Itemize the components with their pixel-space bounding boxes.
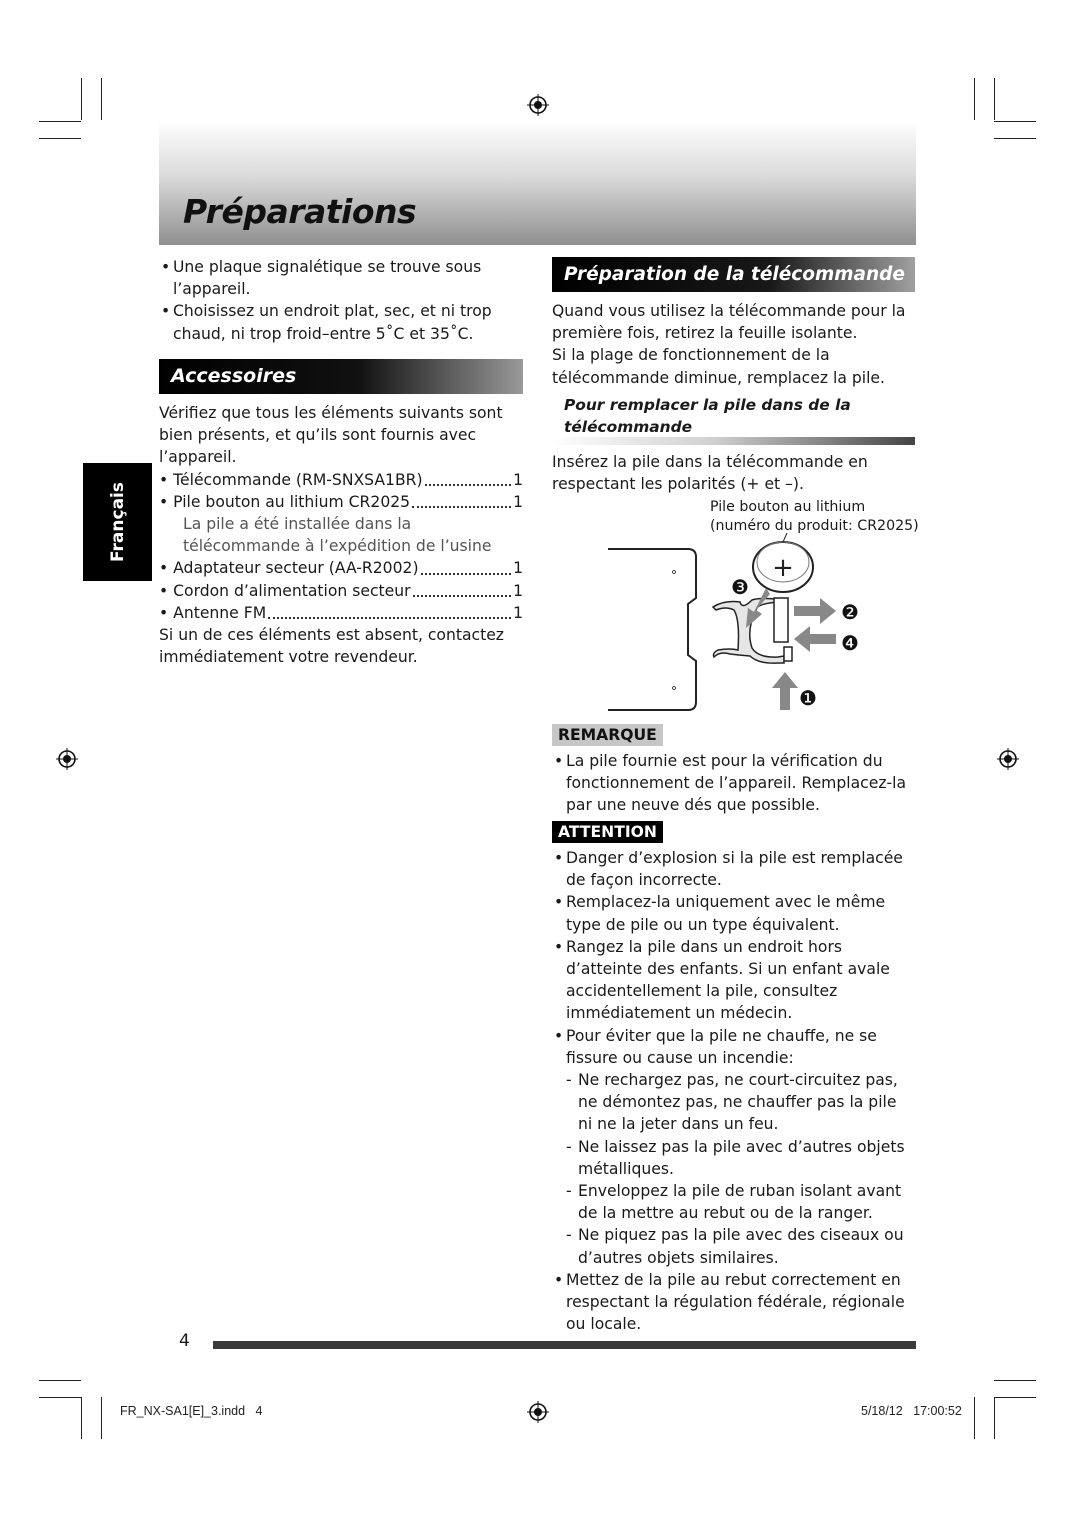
attention-label: ATTENTION [552,821,663,843]
file-slug: FR_NX-SA1[E]_3.indd 4 [120,1404,263,1418]
subheading-rule [552,437,915,445]
step2-marker: ❷ [841,600,859,624]
accessory-item [159,557,523,579]
crop-mark [81,1397,82,1439]
crop-mark [101,1397,102,1439]
caption-line: Pile bouton au lithium [710,499,866,515]
registration-mark-icon [997,748,1019,770]
crop-mark [39,1380,81,1381]
crop-mark [994,1397,1036,1398]
date-slug: 5/18/12 17:00:52 [861,1404,962,1418]
accessory-label: • Télécommande (RM-SNXSA1BR) [159,470,423,489]
crop-mark [101,78,102,120]
leader-dots [425,484,512,486]
accessories-outro: Si un de ces éléments est absent, contactez immédiatement votre revendeur. [159,626,504,667]
accessory-label: • Antenne FM [159,603,267,622]
battery-replace-subheading: Pour remplacer la pile dans de la télécommande [564,396,851,436]
arrow-step2-icon [794,598,836,624]
page-number: 4 [179,1331,190,1351]
accessory-qty: 1 [513,603,523,622]
registration-mark-icon [56,748,78,770]
crop-mark [994,138,1036,139]
leader-dots [421,573,512,575]
attention-dash-list [554,1069,915,1269]
accessory-item [159,491,523,513]
remote-intro: Quand vous utilisez la télécommande pour la première fois, retirez la feuille isolante. Si la plage de fonctionnement de la télécommande diminue, remplacez la pile. [552,302,906,387]
accessory-item [159,469,523,491]
leader-dots [268,617,511,619]
language-side-tab-label: Français [107,482,128,562]
step4-marker: ❹ [841,631,859,655]
accessory-label: • Pile bouton au lithium CR2025 [159,492,411,511]
list-item: • Remplacez-la uniquement avec le même type de pile ou un type équivalent. [554,891,915,935]
list-item: • Mettez de la pile au rebut correctement en respectant la régulation fédérale, régionale ou locale. [554,1269,915,1336]
registration-mark-icon [527,94,549,116]
footer-rule [213,1341,916,1349]
accessories-section [159,402,523,668]
step3-marker: ❸ [731,575,749,599]
registration-mark-icon [527,1401,549,1423]
accessories-intro: Vérifiez que tous les éléments suivants sont bien présents, et qu’ils sont fournis avec l’appareil. [159,404,503,467]
remarque-label: REMARQUE [552,724,663,746]
crop-mark [81,78,82,120]
leader-dots [413,595,512,597]
list-item: • La pile fournie est pour la vérification du fonctionnement de l’appareil. Remplacez-la par une neuve dés que possible. [554,750,915,817]
attention-bullets-after [554,1269,915,1336]
language-side-tab [83,463,152,581]
attention-section [554,847,915,1335]
accessory-qty: 1 [513,470,523,489]
list-item: - Ne laissez pas la pile avec d’autres objets métalliques. [566,1136,915,1180]
remote-heading: Préparation de la télécommande [552,257,915,292]
accessory-item [159,602,523,624]
list-item: • Choisissez un endroit plat, sec, et ni trop chaud, ni trop froid–entre 5˚C et 35˚C. [161,300,501,344]
accessories-heading: Accessoires [159,359,523,394]
crop-mark [39,138,81,139]
list-item: - Ne rechargez pas, ne court-circuitez pas, ne démontez pas, ne chauffer pas la pile ni ne la jeter dans un feu. [566,1069,915,1136]
crop-mark [994,121,1036,122]
attention-bullets [554,847,915,1069]
accessory-qty: 1 [513,581,523,600]
accessory-note: La pile a été installée dans la télécommande à l’expédition de l’usine [183,515,492,556]
list-item: • Pour éviter que la pile ne chauffe, ne se fissure ou cause un incendie: [554,1025,915,1069]
crop-mark [994,78,995,120]
list-item: - Enveloppez la pile de ruban isolant avant de la mettre au rebut ou de la ranger. [566,1180,915,1224]
crop-mark [994,1397,995,1439]
intro-bullet-list [161,256,501,345]
crop-mark [39,121,81,122]
leader-dots [412,506,511,508]
list-item: - Ne piquez pas la pile avec des ciseaux ou d’autres objets similaires. [566,1224,915,1268]
caption-line: (numéro du produit: CR2025) [710,518,919,534]
step1-marker: ❶ [799,686,817,710]
crop-mark [974,1397,975,1439]
accessory-qty: 1 [513,559,523,578]
list-item: • Rangez la pile dans un endroit hors d’atteinte des enfants. Si un enfant avale accidentellement la pile, consultez immédiatement un médecin. [554,936,915,1025]
crop-mark [39,1397,81,1398]
arrow-step4-icon [794,626,836,652]
accessory-label: • Cordon d’alimentation secteur [159,581,411,600]
list-item: • Une plaque signalétique se trouve sous l’appareil. [161,256,501,300]
battery-plus-symbol: + [772,553,794,583]
battery-insertion-diagram [600,530,870,715]
accessory-qty: 1 [513,492,523,511]
crop-mark [994,1380,1036,1381]
page-title: Préparations [183,192,417,231]
remarque-list [554,750,915,817]
crop-mark [974,78,975,120]
remote-body-outline [608,549,696,710]
accessory-item [159,580,523,602]
list-item: • Danger d’explosion si la pile est remplacée de façon incorrecte. [554,847,915,891]
battery-instruction: Insérez la pile dans la télécommande en respectant les polarités (+ et –). [552,453,868,494]
accessory-label: • Adaptateur secteur (AA-R2002) [159,559,419,578]
arrow-step1-icon [772,672,798,710]
